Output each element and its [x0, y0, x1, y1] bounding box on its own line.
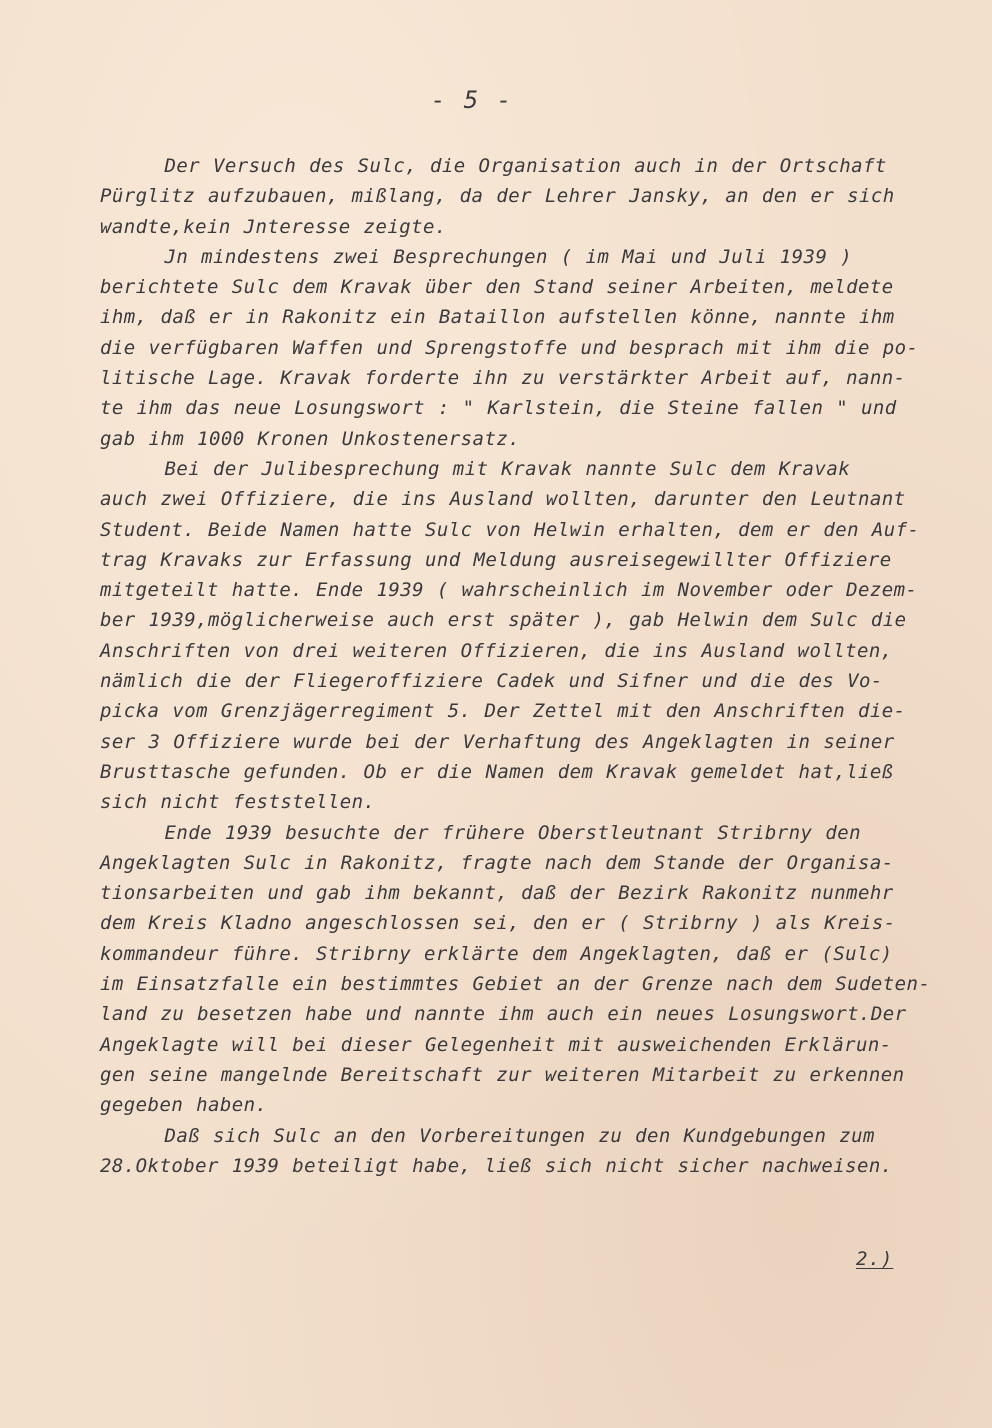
text-line: dem Kreis Kladno angeschlossen sei, den er ( Stribrny ) als Kreis-: [100, 912, 896, 935]
text-line: gen seine mangelnde Bereitschaft zur weiteren Mitarbeit zu erkennen: [100, 1063, 905, 1086]
text-line: land zu besetzen habe und nannte ihm auch ein neues Losungswort.Der: [100, 1003, 907, 1026]
text-line: ber 1939,möglicherweise auch erst später ), gab Helwin dem Sulc die: [100, 609, 907, 632]
text-line: berichtete Sulc dem Kravak über den Stand seiner Arbeiten, meldete: [100, 276, 894, 299]
text-line: die verfügbaren Waffen und Sprengstoffe und besprach mit ihm die po-: [100, 336, 919, 359]
text-line: Brusttasche gefunden. Ob er die Namen dem Kravak gemeldet hat,ließ: [100, 760, 894, 783]
text-line: gab ihm 1000 Kronen Unkostenersatz.: [100, 427, 521, 450]
text-line: litische Lage. Kravak forderte ihn zu verstärkter Arbeit auf, nann-: [100, 367, 906, 390]
text-line: Student. Beide Namen hatte Sulc von Helwin erhalten, dem er den Auf-: [100, 518, 920, 541]
text-line: gegeben haben.: [100, 1094, 268, 1117]
text-line: Ende 1939 besuchte der frühere Oberstleutnant Stribrny den: [100, 821, 862, 844]
text-line: nämlich die der Fliegeroffiziere Cadek und Sifner und die des Vo-: [100, 670, 883, 693]
continuation-marker: [856, 1248, 893, 1270]
text-line: wandte,kein Jnteresse zeigte.: [100, 215, 447, 238]
text-line: im Einsatzfalle ein bestimmtes Gebiet an der Grenze nach dem Sudeten-: [100, 973, 931, 996]
text-line: Angeklagte will bei dieser Gelegenheit mit ausweichenden Erklärun-: [100, 1033, 892, 1056]
page-number: - 5 -: [430, 86, 514, 114]
text-line: Daß sich Sulc an den Vorbereitungen zu den Kundgebungen zum: [100, 1124, 875, 1147]
text-line: kommandeur führe. Stribrny erklärte dem Angeklagten, daß er (Sulc): [100, 942, 893, 965]
text-line: tionsarbeiten und gab ihm bekannt, daß der Bezirk Rakonitz nunmehr: [100, 882, 894, 905]
text-line: ser 3 Offiziere wurde bei der Verhaftung des Angeklagten in seiner: [100, 730, 895, 753]
text-line: mitgeteilt hatte. Ende 1939 ( wahrscheinlich im November oder Dezem-: [100, 579, 918, 602]
text-line: ihm, daß er in Rakonitz ein Bataillon aufstellen könne, nannte ihm: [100, 306, 895, 329]
text-line: Der Versuch des Sulc, die Organisation auch in der Ortschaft: [100, 155, 887, 177]
text-line: 28.Oktober 1939 beteiligt habe, ließ sich nicht sicher nachweisen.: [100, 1154, 893, 1177]
text-line: auch zwei Offiziere, die ins Ausland wollten, darunter den Leutnant: [100, 488, 906, 511]
text-line: trag Kravaks zur Erfassung und Meldung ausreisegewillter Offiziere: [100, 548, 892, 571]
text-line: sich nicht feststellen.: [100, 791, 376, 814]
text-line: Bei der Julibesprechung mit Kravak nannte Sulc dem Kravak: [100, 457, 851, 480]
text-line: picka vom Grenzjägerregiment 5. Der Zettel mit den Anschriften die-: [100, 700, 906, 723]
text-line: Jn mindestens zwei Besprechungen ( im Mai und Juli 1939 ): [100, 245, 853, 268]
continuation-label: 2.): [856, 1248, 894, 1270]
text-line: te ihm das neue Losungswort : " Karlstein, die Steine fallen " und: [100, 397, 897, 420]
text-line: Pürglitz aufzubauen, mißlang, da der Lehrer Jansky, an den er sich: [100, 185, 895, 208]
body-text: [100, 151, 940, 1181]
text-line: Angeklagten Sulc in Rakonitz, fragte nach dem Stande der Organisa-: [100, 851, 894, 874]
text-line: Anschriften von drei weiteren Offizieren, die ins Ausland wollten,: [100, 639, 893, 662]
